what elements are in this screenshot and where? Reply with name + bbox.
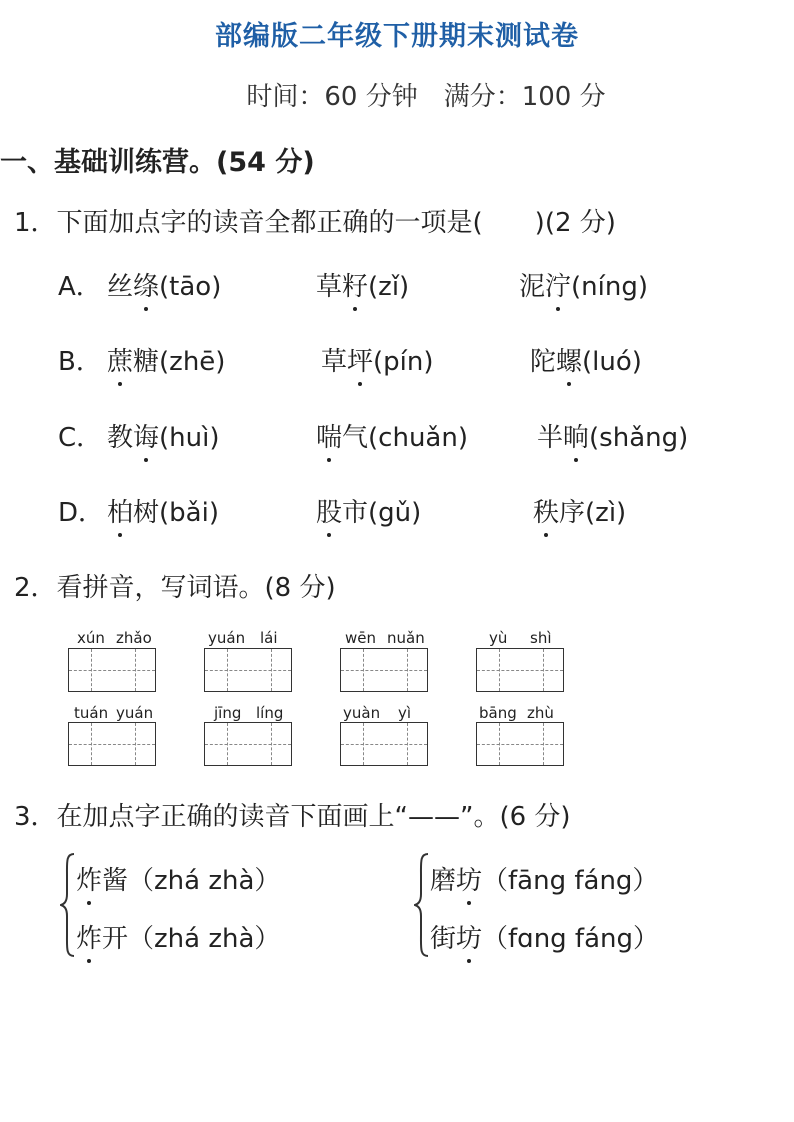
writing-grid[interactable] [204,648,292,692]
pinyin-label: yuán [208,629,246,647]
left-brace [60,852,76,958]
pinyin-label: yuàn [343,704,381,722]
option-a [58,266,102,303]
writing-grid[interactable] [340,648,428,692]
dotted-char: 绦 [133,266,159,303]
score-label: 满分：100 分 [443,82,606,112]
dotted-char: 炸 [76,918,102,955]
dotted-char: 坪 [347,341,373,378]
writing-grid[interactable] [204,722,292,766]
page-title: 部编版二年级下册期末测试卷 [215,21,579,52]
dotted-char: 泞 [545,266,571,303]
option-d [58,492,104,529]
option-a-word-1: 丝绦(tāo) [107,266,221,303]
dotted-char: 螺 [556,341,582,378]
pinyin-label: líng [256,704,284,722]
pinyin-label: yuán [116,704,154,722]
dotted-char: 诲 [133,417,159,454]
section-heading: 一、基础训练营。(54 分) [0,147,315,178]
option-c-word-2: 喘气(chuǎn) [316,417,468,454]
writing-grid[interactable] [476,722,564,766]
pinyin-label: zhǎo [116,629,152,647]
pinyin-label: zhù [527,704,554,722]
q3-right-item-2: 街坊（fɑng fáng） [430,918,659,955]
option-b-word-1: 蔗糖(zhē) [107,341,225,378]
option-letter: A． [58,272,102,302]
option-letter: B． [58,347,102,377]
right-brace [414,852,430,958]
dotted-char: 坊 [456,860,482,897]
question-2-stem: 2．看拼音，写词语。(8 分) [14,573,336,603]
writing-grid[interactable] [340,722,428,766]
question-3-stem: 3．在加点字正确的读音下面画上“——”。(6 分) [14,802,571,832]
question-1-stem: 1．下面加点字的读音全都正确的一项是( )(2 分) [14,208,616,238]
pinyin-label: yì [398,704,412,722]
pinyin-label: yù [489,629,508,647]
writing-grid[interactable] [68,648,156,692]
option-a-word-2: 草籽(zǐ) [316,266,409,303]
dotted-char: 坊 [456,918,482,955]
dotted-char: 籽 [342,266,368,303]
option-d-word-3: 秩序(zì) [533,492,626,529]
option-letter: D． [58,498,105,528]
option-c-word-1: 教诲(huì) [107,417,220,454]
exam-meta [0,76,794,113]
dotted-char: 晌 [563,417,589,454]
dotted-char: 秩 [533,492,559,529]
dotted-char: 柏 [107,492,133,529]
time-label: 时间：60 分钟 [246,82,418,112]
option-d-word-2: 股市(gǔ) [316,492,421,529]
option-b-word-2: 草坪(pín) [321,341,434,378]
pinyin-label: jīng [214,704,242,722]
pinyin-label: nuǎn [387,629,425,647]
q3-left-item-1: 炸酱（zhá zhà） [76,860,280,897]
pinyin-label: bāng [479,704,517,722]
dotted-char: 股 [316,492,342,529]
pinyin-label: tuán [74,704,109,722]
pinyin-label: wēn [345,629,377,647]
pinyin-label: shì [530,629,552,647]
option-c [58,417,102,454]
writing-grid[interactable] [476,648,564,692]
writing-grid[interactable] [68,722,156,766]
option-b-word-3: 陀螺(luó) [530,341,642,378]
option-a-word-3: 泥泞(níng) [519,266,648,303]
option-c-word-3: 半晌(shǎng) [537,417,688,454]
q3-right-item-1: 磨坊（fāng fáng） [430,860,658,897]
pinyin-label: lái [260,629,278,647]
dotted-char: 炸 [76,860,102,897]
option-letter: C． [58,423,103,453]
pinyin-label: xún [77,629,105,647]
option-d-word-1: 柏树(bǎi) [107,492,219,529]
option-b [58,341,102,378]
dotted-char: 喘 [316,417,342,454]
dotted-char: 蔗 [107,341,133,378]
q3-left-item-2: 炸开（zhá zhà） [76,918,280,955]
